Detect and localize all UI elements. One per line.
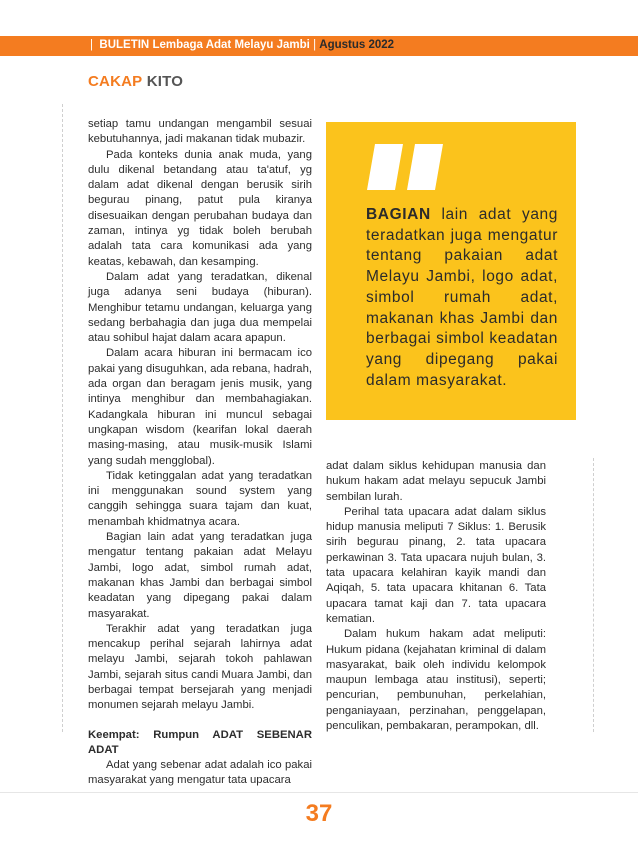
header-divider: | [90,39,100,51]
header-date: Agustus 2022 [319,39,395,51]
paragraph: Tidak ketinggalan adat yang teradatkan ini menggunakan sound system yang canggih sehingga suara tajam dan kuat, menambah khidmatnya acara. [88,469,312,528]
section-title [88,73,183,90]
paragraph: Dalam adat yang teradatkan, dikenal juga adanya seni budaya (hiburan). Menghibur tetamu undangan, keluarga yang sedang berbahagia dan juga dua mempelai atau sohibul hajat dalam acara apapun. [88,270,312,345]
paragraph: adat dalam siklus kehidupan manusia dan hukum hakam adat melayu sepucuk Jambi sembilan lurah. [326,460,546,503]
text-column-2 [326,459,546,734]
paragraph: Terakhir adat yang teradatkan juga mencakup perihal sejarah lahirnya adat melayu Jambi, sejarah tokoh pahlawan Jambi, sejarah situs candi Muara Jambi, dan berbagai tempat bersejarah yang menjadi monumen sejarah melayu Jambi. [88,622,312,712]
header-divider: | [309,39,320,51]
header-text [90,39,394,51]
section-word-1: CAKAP [88,73,143,90]
page-number: 37 [305,800,333,827]
header-bar [0,36,638,56]
paragraph: Dalam acara hiburan ini bermacam ico pakai yang disuguhkan, ada rebana, hadrah, ada organ dan beragam jenis musik, yang intinya menghibur dan membahagiakan. Kadangkala hiburan ini muncul sebagai ungkapan wisdom (kearifan lokal daerah masing-masing, atau musik-musik Islami yang sudah mengglobal). [88,347,312,467]
section-word-2: KITO [146,73,184,90]
paragraph: Pada konteks dunia anak muda, yang dulu dikenal betandang atau ta'atuf, yg dalam adat dikenal dengan berusik sirih begurau pinang, patut pula kiranya disesuaikan dengan perubahan budaya dan zaman, intinya yg tidak boleh berubah adalah tata cara komunikasi ada yang keatas, kebawah, dan kesamping. [88,148,312,268]
paragraph: setiap tamu undangan mengambil sesuai kebutuhannya, jadi makanan tidak mubazir. [88,118,312,146]
paragraph: Perihal tata upacara adat dalam siklus hidup manusia meliputi 7 Siklus: 1. Berusik sirih begurau pinang, 2. tata upacara perkawinan 3. Tata upacara nujuh bulan, 3. tata upacara kelahiran kayik mandi dan Aqiqah, 5. tata upacara khitanan 6. Tata upacara tamat kaji dan 7. tata upacara kematian. [326,505,546,625]
header-bulletin: BULETIN [99,39,150,51]
paragraph: Adat yang sebenar adat adalah ico pakai masyarakat yang mengatur tata upacara [88,759,312,787]
pull-quote-body: lain adat yang teradatkan juga mengatur tentang pakaian adat Melayu Jambi, logo adat, simbol rumah adat, makanan khas Jambi dan berbagai simbol keadatan yang dipegang pakai dalam masyarakat. [366,206,558,389]
left-dashed-rule [62,104,63,732]
pull-quote-text [366,205,558,391]
header-org: Lembaga Adat Melayu Jambi [152,39,310,51]
paragraph: Dalam hukum hakam adat meliputi: Hukum pidana (kejahatan kriminal di dalam masyarakat, baik oleh individu kelompok maupun lembaga atau institusi), seperti; pencurian, pembunuhan, perkelahian, penganiayaan, perzinahan, penggelapan, penculikan, pembakaran, perampokan, dll. [326,628,546,733]
right-dashed-rule [593,458,594,732]
paragraph: Bagian lain adat yang teradatkan juga mengatur tentang pakaian adat Melayu Jambi, logo adat, simbol rumah adat, makanan khas Jambi dan berbagai simbol keadatan yang dipegang pakai dalam masyarakat. [88,531,312,620]
quote-mark-icon [367,144,443,190]
pull-quote-lead: BAGIAN [366,206,431,223]
subheading: Keempat: Rumpun ADAT SEBENAR ADAT [88,728,312,756]
footer-rule [0,792,638,793]
text-column-1 [88,117,312,789]
